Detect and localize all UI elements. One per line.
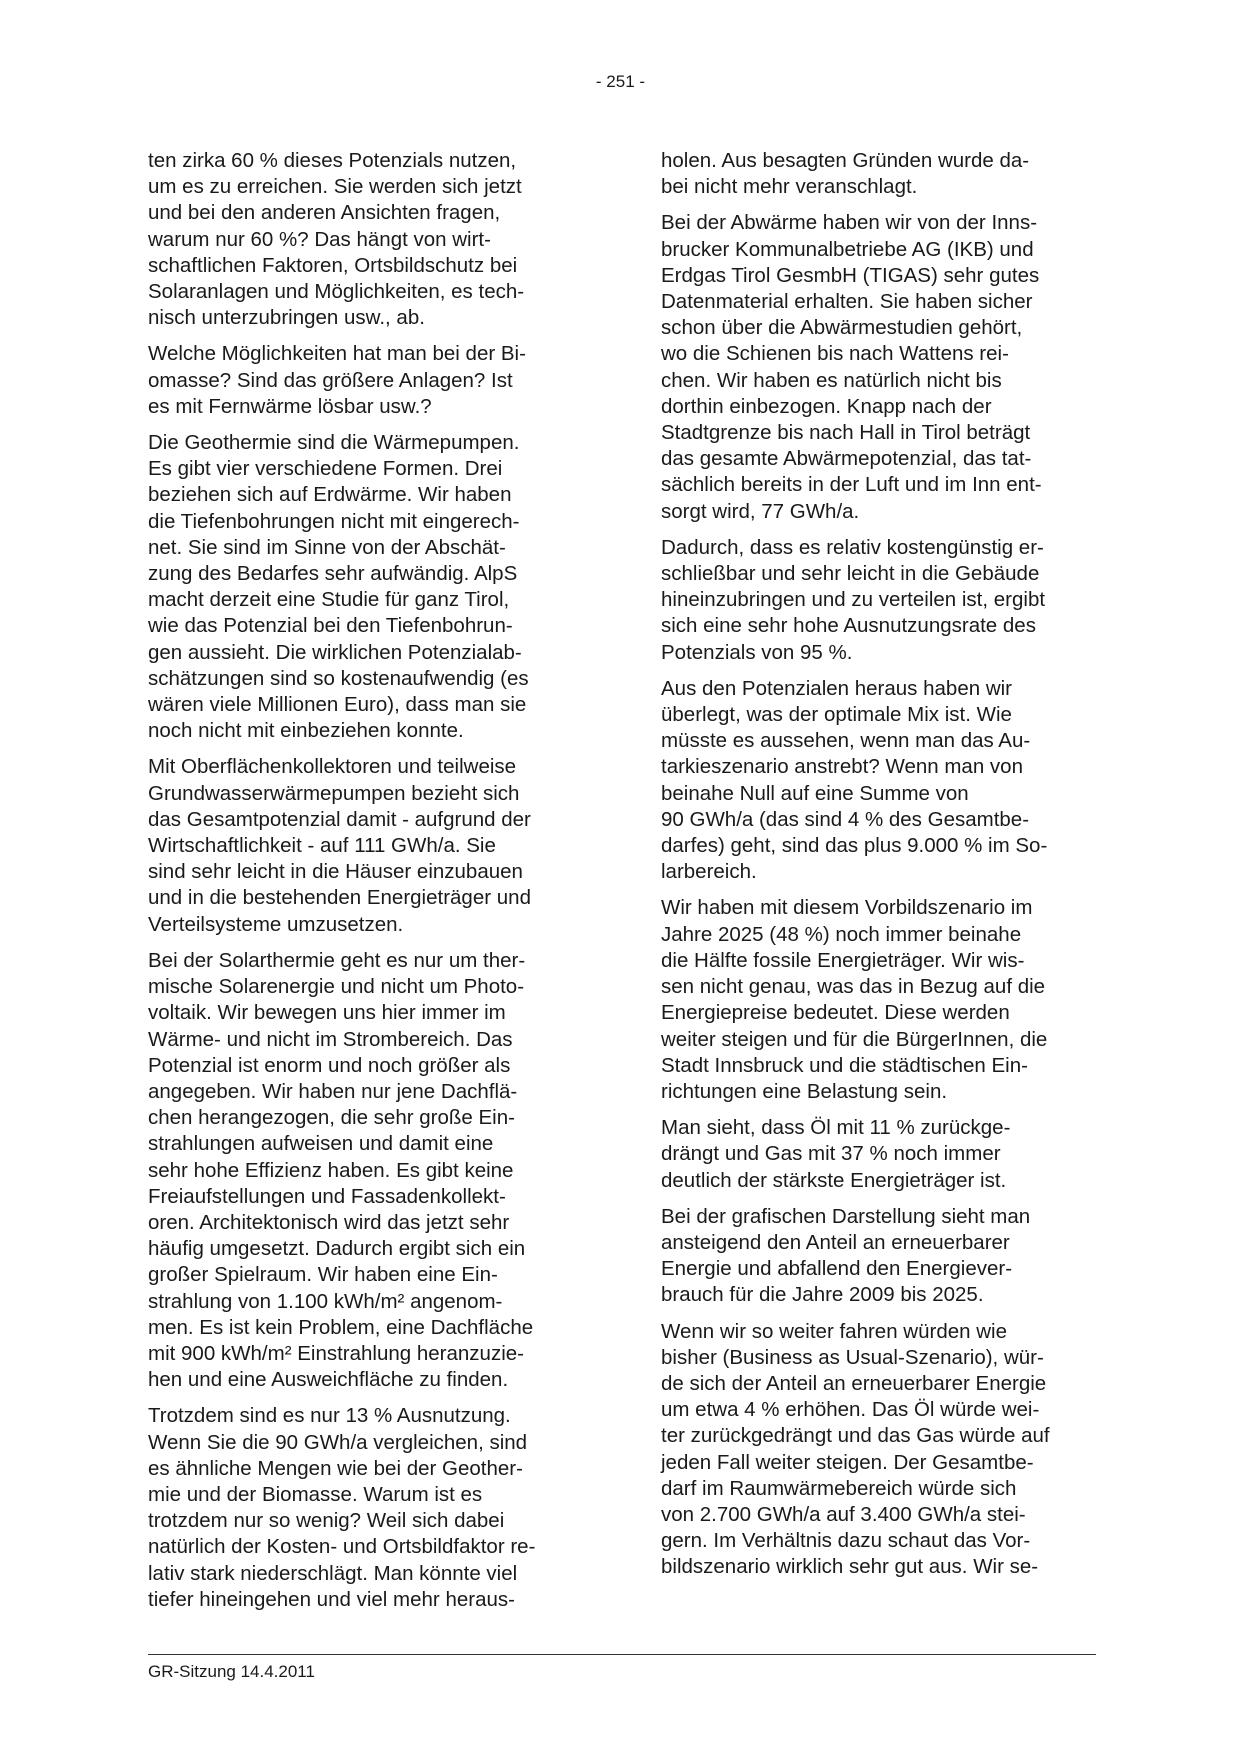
paragraph: ten zirka 60 % dieses Potenzials nutzen, um es zu erreichen. Sie werden sich jetzt und bei den anderen Ansichten fragen, warum nur 60 %? Das hängt von wirt- schaftlichen Faktoren, Ortsbildschutz bei Solaranlagen und Möglichkeiten, es tech- nisch unterzubringen usw., ab. — [148, 149, 525, 330]
paragraph: Wenn wir so weiter fahren würden wie bisher (Business as Usual-Szenario), wür- de sich der Anteil an erneuerbarer Energie um etwa 4 % erhöhen. Das Öl würde wei- ter zurückgedrängt und das Gas würde auf jeden Fall weiter steigen. Der Gesamtbe- darf im Raumwärmebereich würde sich von 2.700 GWh/a auf 3.400 GWh/a stei- gern. Im Verhältnis dazu schaut das Vor- bildszenario wirklich sehr gut aus. Wir se- — [661, 1319, 1050, 1579]
paragraph: Bei der grafischen Darstellung sieht man ansteigend den Anteil an erneuerbarer Energie und abfallend den Energiever- brauch für die Jahre 2009 bis 2025. — [661, 1204, 1031, 1307]
paragraph: Bei der Abwärme haben wir von der Inns- brucker Kommunalbetriebe AG (IKB) und Erdgas Tirol GesmbH (TIGAS) sehr gutes Datenmaterial erhalten. Sie haben sicher schon über die Abwärmestudien gehört, wo die Schienen bis nach Wattens rei- chen. Wir haben es natürlich nicht bis dorthin einbezogen. Knapp nach der Stadtgrenze bis nach Hall in Tirol beträgt das gesamte Abwärmepotenzial, das tat- sächlich bereits in der Luft und im Inn ent- sorgt wird, 77 GWh/a. — [661, 211, 1042, 523]
paragraph: holen. Aus besagten Gründen wurde da- bei nicht mehr veranschlagt. — [661, 149, 1030, 199]
paragraph: Dadurch, dass es relativ kostengünstig er- schließbar und sehr leicht in die Gebäude hineinzubringen und zu verteilen ist, ergibt sich eine sehr hohe Ausnutzungsrate des Potenzials von 95 %. — [661, 535, 1046, 664]
paragraph: Aus den Potenzialen heraus haben wir überlegt, was der optimale Mix ist. Wie müsste es aussehen, wenn man das Au- tarkieszenario anstrebt? Wenn man von beinahe Null auf eine Summe von 90 GWh/a (das sind 4 % des Gesamtbe- darfes) geht, sind das plus 9.000 % im So- larbereich. — [661, 676, 1048, 884]
page-number: - 251 - — [595, 72, 646, 91]
footer-session-date: GR-Sitzung 14.4.2011 — [148, 1662, 315, 1681]
paragraph: Mit Oberflächenkollektoren und teilweise Grundwasserwärmepumpen bezieht sich das Gesamtpotenzial damit - aufgrund der Wirtschaftlichkeit - auf 111 GWh/a. Sie sind sehr leicht in die Häuser einzubauen und in die bestehenden Energieträger und Verteilsysteme umzusetzen. — [148, 755, 531, 936]
paragraph: Die Geothermie sind die Wärmepumpen. Es gibt vier verschiedene Formen. Drei beziehen sich auf Erdwärme. Wir haben die Tiefenbohrungen nicht mit eingerech- net. Sie sind im Sinne von der Abschät- zung des Bedarfes sehr aufwändig. AlpS macht derzeit eine Studie für ganz Tirol, wie das Potenzial bei den Tiefenbohrun- gen aussieht. Die wirklichen Potenzialab- schätzungen sind so kostenaufwendig (es wären viele Millionen Euro), dass man sie noch nicht mit einbeziehen konnte. — [148, 431, 529, 743]
paragraph: Bei der Solarthermie geht es nur um ther- mische Solarenergie und nicht um Photo- voltaik. Wir bewegen uns hier immer im Wärme- und nicht im Strombereich. Das Potenzial ist enorm und noch größer als angegeben. Wir haben nur jene Dachflä- chen herangezogen, die sehr große Ein- strahlungen aufweisen und damit eine sehr hohe Effizienz haben. Es gibt keine Freiaufstellungen und Fassadenkollekt- oren. Architektonisch wird das jetzt sehr häufig umgesetzt. Dadurch ergibt sich ein großer Spielraum. Wir haben eine Ein- strahlung von 1.100 kWh/m² angenom- men. Es ist kein Problem, eine Dachfläche mit 900 kWh/m² Einstrahlung heranzuzie- hen und eine Ausweichfläche zu finden. — [148, 948, 534, 1392]
paragraph: Trotzdem sind es nur 13 % Ausnutzung. Wenn Sie die 90 GWh/a vergleichen, sind es ähnliche Mengen wie bei der Geother- mie und der Biomasse. Warum ist es trotzdem nur so wenig? Weil sich dabei natürlich der Kosten- und Ortsbildfaktor re- lativ stark niederschlägt. Man könnte viel tiefer hineingehen und viel mehr heraus- — [148, 1404, 536, 1611]
paragraph: Wir haben mit diesem Vorbildszenario im Jahre 2025 (48 %) noch immer beinahe die Hälfte fossile Energieträger. Wir wis- sen nicht genau, was das in Bezug auf die Energiepreise bedeutet. Diese werden weiter steigen und für die BürgerInnen, die Stadt Innsbruck und die städtischen Ein- richtungen eine Belastung sein. — [661, 896, 1048, 1103]
left-column — [148, 148, 588, 1623]
footer-divider — [148, 1654, 1096, 1655]
paragraph: Welche Möglichkeiten hat man bei der Bi- omasse? Sind das größere Anlagen? Ist es mit Fernwärme lösbar usw.? — [148, 342, 526, 418]
paragraph: Man sieht, dass Öl mit 11 % zurückge- drängt und Gas mit 37 % noch immer deutlich der stärkste Energieträger ist. — [661, 1116, 1011, 1192]
right-column — [661, 148, 1101, 1591]
